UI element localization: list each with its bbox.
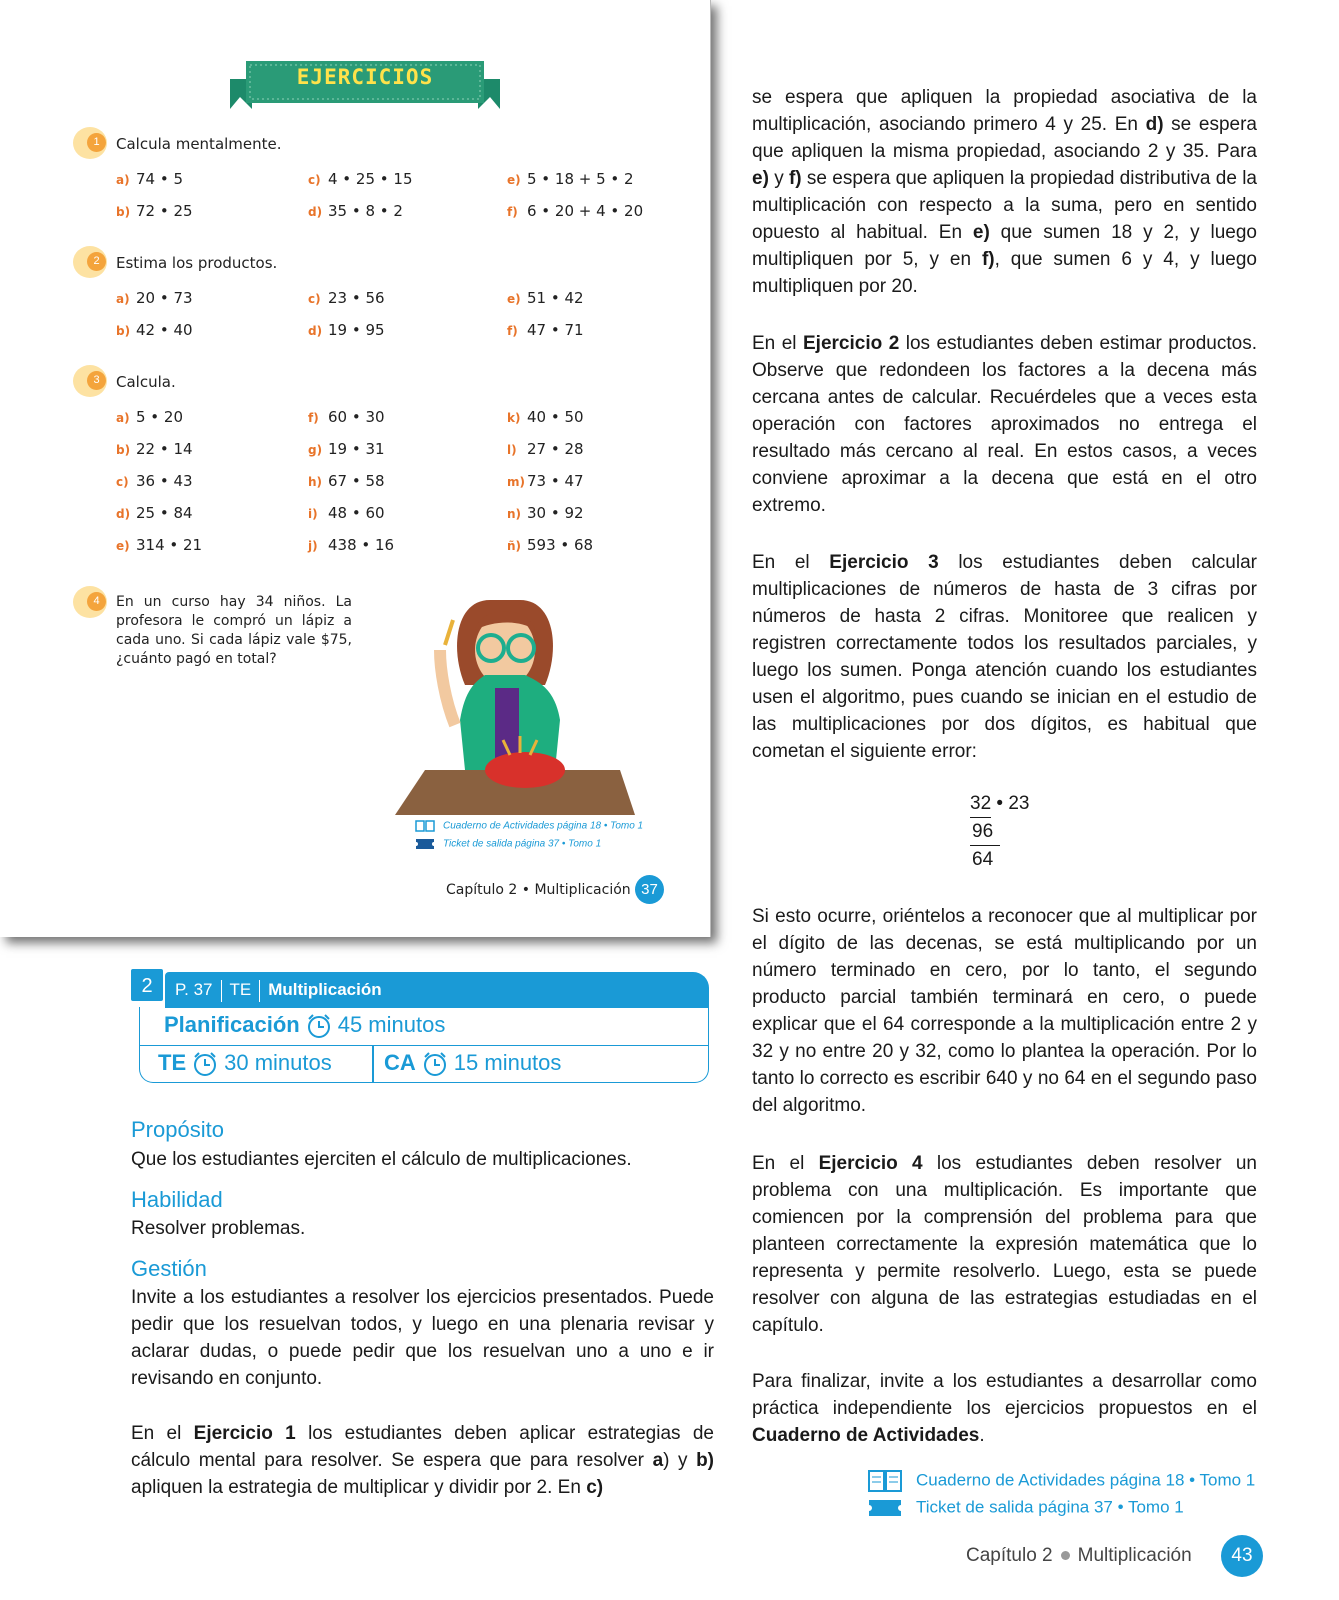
clock-icon bbox=[192, 1051, 218, 1077]
small-ref-cuaderno: Cuaderno de Actividades página 18 • Tomo 1 bbox=[415, 820, 643, 832]
exercise-4-badge: 4 bbox=[73, 586, 109, 618]
mult-line-1: 32 bbox=[970, 790, 991, 818]
exercise-item: e) 314 • 21 bbox=[116, 536, 203, 554]
error-explanation-paragraph: Si esto ocurre, oriéntelos a reconocer que al multiplicar por el dígito de las decenas, se está multiplicando por un número terminado en cero, por lo tanto, el segundo producto parcial también terminará en cero, o puede explicar que el 64 corresponde a la multiplicación entre 2 y 32 y no entre 20 y 32, como lo plantea la operación. Por lo tanto lo correcto es escribir 640 y no 64 en el segundo paso del algoritmo. bbox=[752, 906, 1257, 1116]
exercise-item: k) 40 • 50 bbox=[507, 408, 584, 426]
ca-time: 15 minutos bbox=[453, 1050, 562, 1075]
banner-title: EJERCICIOS bbox=[296, 65, 434, 89]
clock-icon bbox=[422, 1051, 448, 1077]
ejercicio-2-paragraph: En el Ejercicio 2 los estudiantes deben estimar productos. Observe que redondeen los factores a la decena más cercana antes de calcular. Recuérdeles que a veces esta operación con factores aproximados no entrega el resultado más cercano al real. En estos casos, a veces conviene aproximar a la decena que está en el otro extremo. bbox=[752, 333, 1257, 516]
ticket-icon bbox=[868, 1497, 902, 1519]
planning-label: Planificación bbox=[164, 1012, 300, 1037]
exercise-item: l) 27 • 28 bbox=[507, 440, 584, 458]
exercise-item: e) 51 • 42 bbox=[507, 289, 584, 307]
exercise-item: a) 74 • 5 bbox=[116, 170, 184, 188]
ejercicio-4-paragraph: En el Ejercicio 4 los estudiantes deben resolver un problema con una multiplicación. Es importante que comiencen por la comprensión del problema para que planteen correctamente la expresión matemática que lo representa y permite resolverlo. Luego, esta se puede resolver con alguna de las estrategias estudiadas en el capítulo. bbox=[752, 1153, 1257, 1336]
exercise-item: b) 22 • 14 bbox=[116, 440, 193, 458]
exercise-3-title: Calcula. bbox=[116, 373, 176, 391]
page-footer: Capítulo 2 Multiplicación bbox=[966, 1545, 1192, 1566]
exercise-item: a) 5 • 20 bbox=[116, 408, 184, 426]
gestion-text: Invite a los estudiantes a resolver los ejercicios presentados. Puede pedir que los resuelvan todos, y luego en una plenaria revisar y aclarar dudas, o puede pedir que los resuelvan uno a uno e ir revisando en conjunto. bbox=[131, 1287, 714, 1389]
lesson-tag-bar bbox=[165, 972, 709, 1008]
planning-row bbox=[164, 1012, 445, 1039]
exercise-4-text: En un curso hay 34 niños. La profesora le compró un lápiz a cada uno. Si cada lápiz vale $75, ¿cuánto pagó en total? bbox=[116, 594, 352, 667]
student-page-inset bbox=[0, 0, 711, 937]
mult-operator: • 23 bbox=[996, 793, 1030, 814]
exercise-item: e) 5 • 18 + 5 • 2 bbox=[507, 170, 634, 188]
exercise-1-badge: 1 bbox=[73, 127, 109, 159]
exercise-item: i) 48 • 60 bbox=[308, 504, 385, 522]
small-ref-ticket: Ticket de salida página 37 • Tomo 1 bbox=[415, 838, 601, 850]
exercise-item: f) 47 • 71 bbox=[507, 321, 584, 339]
proposito-heading: Propósito bbox=[131, 1117, 224, 1142]
tag-topic: Multiplicación bbox=[268, 980, 382, 999]
inset-footer: Capítulo 2 • Multiplicación bbox=[446, 882, 631, 898]
exercise-item: ñ) 593 • 68 bbox=[507, 536, 594, 554]
exercise-item: f) 60 • 30 bbox=[308, 408, 385, 426]
ref-cuaderno: Cuaderno de Actividades página 18 • Tomo 1 bbox=[868, 1470, 1255, 1492]
ca-label: CA bbox=[384, 1050, 416, 1075]
ejercicio-1-paragraph: En el Ejercicio 1 los estudiantes deben aplicar estrategias de cálculo mental para resolver. Se espera que para resolver a) y b) apliquen la estrategia de multiplicar y dividir por 2. En c) bbox=[131, 1423, 714, 1498]
clock-icon bbox=[306, 1013, 332, 1039]
exercise-item: j) 438 • 16 bbox=[308, 536, 395, 554]
continuation-paragraph: se espera que apliquen la propiedad asociativa de la multiplicación, asociando primero 4 y 25. En d) se espera que apliquen la misma propiedad, asociando 2 y 35. Para e) y f) se espera que apliquen la propiedad distributiva de la multiplicación con respecto a la suma, pero en sentido opuesto al habitual. En e) que sumen 18 y 2, y luego multipliquen por 5, y en f), que sumen 6 y 4, y luego multipliquen por 20. bbox=[752, 87, 1257, 297]
planning-time: 45 minutos bbox=[337, 1012, 446, 1037]
ticket-icon bbox=[415, 838, 435, 850]
exercise-item: a) 20 • 73 bbox=[116, 289, 193, 307]
exercise-item: b) 42 • 40 bbox=[116, 321, 193, 339]
page-number: 43 bbox=[1221, 1535, 1263, 1577]
te-row bbox=[158, 1050, 332, 1077]
habilidad-text: Resolver problemas. bbox=[131, 1218, 306, 1239]
exercise-item: c) 36 • 43 bbox=[116, 472, 193, 490]
proposito-text: Que los estudiantes ejerciten el cálculo de multiplicaciones. bbox=[131, 1149, 632, 1170]
exercise-2-badge: 2 bbox=[73, 246, 109, 278]
mult-line-3: 64 bbox=[972, 849, 994, 870]
exercise-item: d) 19 • 95 bbox=[308, 321, 385, 339]
exercise-item: m) 73 • 47 bbox=[507, 472, 584, 490]
exercise-item: h) 67 • 58 bbox=[308, 472, 385, 490]
exercise-item: c) 23 • 56 bbox=[308, 289, 385, 307]
teacher-illustration bbox=[395, 590, 635, 815]
tag-te: TE bbox=[229, 980, 252, 999]
ref-ticket: Ticket de salida página 37 • Tomo 1 bbox=[868, 1497, 1184, 1519]
habilidad-heading: Habilidad bbox=[131, 1187, 223, 1212]
lesson-tag bbox=[129, 967, 709, 1005]
exercise-item: f) 6 • 20 + 4 • 20 bbox=[507, 202, 644, 220]
ca-row bbox=[384, 1050, 561, 1077]
book-icon bbox=[415, 820, 435, 832]
book-icon bbox=[868, 1470, 902, 1492]
te-time: 30 minutos bbox=[224, 1050, 332, 1075]
mult-line-2: 96 bbox=[970, 818, 1000, 846]
exercise-2-title: Estima los productos. bbox=[116, 254, 278, 272]
finalizar-paragraph: Para finalizar, invite a los estudiantes a desarrollar como práctica independiente los ejercicios propuestos en el Cuaderno de Actividades. bbox=[752, 1371, 1257, 1446]
inset-page-number: 37 bbox=[635, 875, 664, 904]
exercise-3-badge: 3 bbox=[73, 365, 109, 397]
planning-box bbox=[139, 1007, 709, 1083]
te-label: TE bbox=[158, 1050, 187, 1075]
gestion-heading: Gestión bbox=[131, 1256, 207, 1281]
exercise-item: d) 25 • 84 bbox=[116, 504, 193, 522]
multiplication-example bbox=[970, 790, 1030, 873]
exercise-item: d) 35 • 8 • 2 bbox=[308, 202, 403, 220]
exercise-1-title: Calcula mentalmente. bbox=[116, 135, 282, 153]
exercise-item: g) 19 • 31 bbox=[308, 440, 385, 458]
tag-number: 2 bbox=[129, 967, 165, 1003]
exercise-item: c) 4 • 25 • 15 bbox=[308, 170, 413, 188]
ejercicios-banner bbox=[230, 57, 500, 113]
exercise-item: b) 72 • 25 bbox=[116, 202, 193, 220]
tag-page: P. 37 bbox=[175, 980, 213, 999]
exercise-item: n) 30 • 92 bbox=[507, 504, 584, 522]
ejercicio-3-paragraph: En el Ejercicio 3 los estudiantes deben calcular multiplicaciones de números de hasta de 3 cifras por números de hasta 2 cifras. Monitoree que realicen y registren correctamente todos los resultados parciales, y luego los sumen. Ponga atención cuando los estudiantes usen el algoritmo, pues cuando se inician en el estudio de las multiplicaciones por dos dígitos, es habitual que cometan el siguiente error: bbox=[752, 552, 1257, 762]
